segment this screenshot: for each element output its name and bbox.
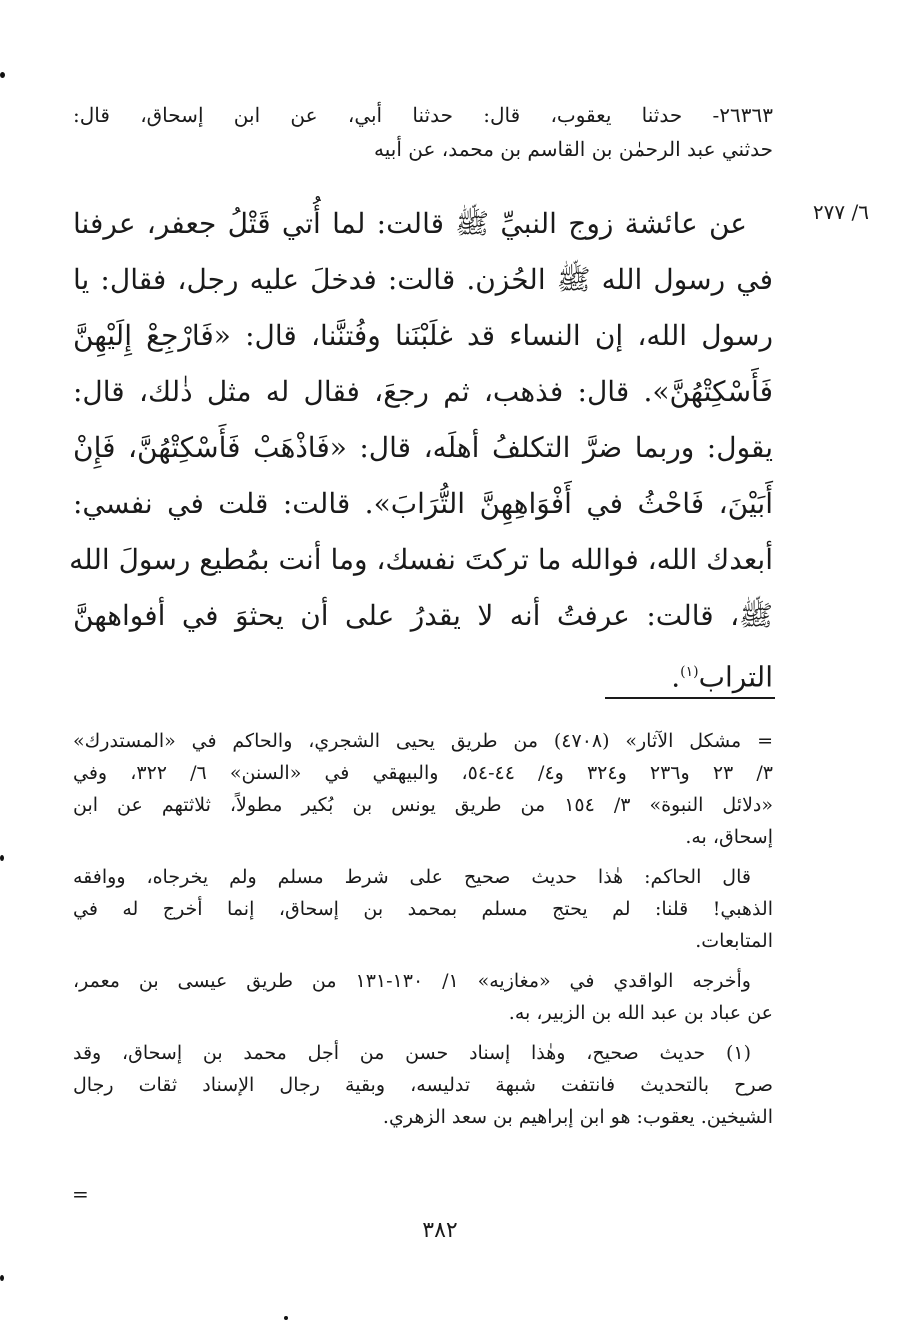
note-line: ٣/ ٢٣ و٢٣٦ و٣٢٤ و٤/ ٤٤-٥٤، والبيهقي في «السنن» ٦/ ٣٢٢، وفي xyxy=(73,762,773,784)
hadith-line-text: التراب xyxy=(698,660,773,694)
footnote-marker: (١) xyxy=(680,664,699,680)
hadith-line: يقول: وربما ضرَّ التكلفُ أهلَه، قال: «فَاذْهَبْ فَأَسْكِتْهُنَّ، فَإِنْ xyxy=(73,431,773,464)
scan-speck xyxy=(0,72,5,78)
hadith-line: فَأَسْكِتْهُنَّ». قال: فذهب، ثم رجعَ، فقال له مثل ذٰلك، قال: xyxy=(73,375,773,408)
hadith-line: أبعدك الله، فوالله ما تركتَ نفسك، وما أنت بمُطيع رسولَ الله xyxy=(69,543,773,576)
note-line: = مشكل الآثار» (٤٧٠٨) من طريق يحيى الشجري، والحاكم في «المستدرك» xyxy=(73,730,773,752)
hadith-line: في رسول الله ﷺ الحُزن. قالت: فدخلَ عليه رجل، فقال: يا xyxy=(73,263,773,296)
note-line: (١) حديث صحيح، وهٰذا إسناد حسن من أجل محمد بن إسحاق، وقد xyxy=(73,1042,751,1064)
scan-speck xyxy=(0,855,4,861)
hadith-line: ﷺ، قالت: عرفتُ أنه لا يقدرُ على أن يحثوَ في أفواههنَّ xyxy=(73,599,773,632)
note-line: «دلائل النبوة» ٣/ ١٥٤ من طريق يونس بن بُكير مطولاً، ثلاثتهم عن ابن xyxy=(73,794,773,816)
note-line: المتابعات. xyxy=(695,930,773,952)
note-line: إسحاق، به. xyxy=(685,826,773,848)
note-line: الشيخين. يعقوب: هو ابن إبراهيم بن سعد الزهري. xyxy=(382,1106,773,1128)
margin-volume-page-ref: ٦/ ٢٧٧ xyxy=(812,200,869,224)
scan-speck xyxy=(0,1275,4,1281)
note-line: صرح بالتحديث فانتفت شبهة تدليسه، وبقية رجال الإسناد ثقات رجال xyxy=(73,1074,773,1096)
isnad-line: ٢٦٣٦٣- حدثنا يعقوب، قال: حدثنا أبي، عن ابن إسحاق، قال: xyxy=(73,103,773,127)
scan-speck xyxy=(284,1316,288,1320)
note-line: قال الحاكم: هٰذا حديث صحيح على شرط مسلم ولم يخرجاه، ووافقه xyxy=(73,866,751,888)
hadith-line-last: التراب$^{(١)}$. xyxy=(671,660,773,694)
hadith-line: أَبَيْنَ، فَاحْثُ في أَفْوَاهِهِنَّ التُّرَابَ». قالت: قلت في نفسي: xyxy=(73,487,773,520)
page-number: ٣٨٢ xyxy=(422,1218,458,1243)
note-line: وأخرجه الواقدي في «مغازيه» ١/ ١٣٠-١٣١ من طريق عيسى بن معمر، xyxy=(73,970,751,992)
continuation-mark: = xyxy=(72,1182,89,1206)
note-line: الذهبي! قلنا: لم يحتج مسلم بمحمد بن إسحاق، إنما أخرج له في xyxy=(73,898,773,920)
note-line: عن عباد بن عبد الله بن الزبير، به. xyxy=(508,1002,773,1024)
hadith-line: عن عائشة زوج النبيِّ ﷺ قالت: لما أُتي قَتْلُ جعفر، عرفنا xyxy=(73,207,747,240)
hadith-line: رسول الله، إن النساء قد غلَبْنَنا وفُتنَّنا، قال: «فَارْجِعْ إِلَيْهِنَّ xyxy=(73,319,773,352)
isnad-line: حدثني عبد الرحمٰن بن القاسم بن محمد، عن أبيه xyxy=(374,137,773,161)
footnote-separator xyxy=(605,697,775,699)
